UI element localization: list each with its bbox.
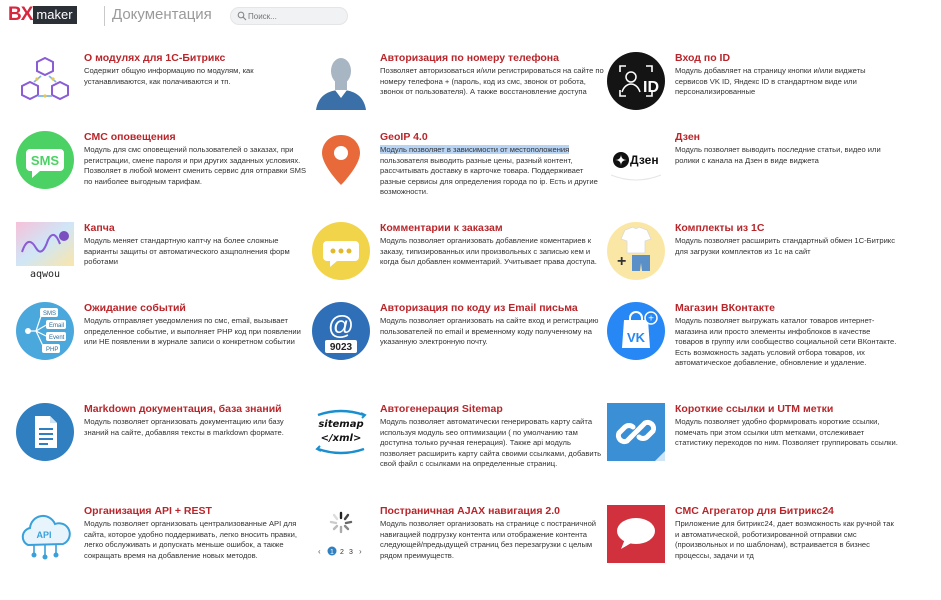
svg-text:Event: Event xyxy=(49,335,65,341)
module-title[interactable]: Организация API + REST xyxy=(84,505,212,517)
module-title[interactable]: О модулях для 1С-Битрикс xyxy=(84,52,226,64)
logo-maker-text: maker xyxy=(33,6,76,24)
module-title[interactable]: Комплекты из 1С xyxy=(675,222,765,234)
svg-text:VK: VK xyxy=(626,330,646,345)
module-title[interactable]: Комментарии к заказам xyxy=(380,222,503,234)
module-title[interactable]: Ожидание событий xyxy=(84,302,186,314)
search-box[interactable] xyxy=(230,7,348,25)
module-description xyxy=(380,145,605,198)
svg-text:2: 2 xyxy=(340,549,344,556)
module-description: Модуль отправляет уведомления по смс, email, вызывает определенное событие, и выполняет PHP код при появлении или НЕ появлении в журнале записи о конкретном событии xyxy=(84,316,301,347)
module-title[interactable]: Капча xyxy=(84,222,115,234)
module-description: Модуль позволяет выводить последние статьи, видео или ролики с канала на Дзен в виде виджета xyxy=(675,145,881,165)
search-icon xyxy=(237,11,247,21)
svg-text:ID: ID xyxy=(643,79,659,96)
svg-text:aqwou: aqwou xyxy=(29,269,61,280)
svg-text:1: 1 xyxy=(330,549,334,556)
module-description: Позволяет авторизоваться и/или регистрироваться на сайте по номеру телефона + (пароль, код из смс, звонок от робота, звонок от пользователя). А также восстановление доступа xyxy=(380,66,604,97)
header-divider xyxy=(104,6,105,26)
search-input[interactable] xyxy=(248,9,344,23)
svg-text:+: + xyxy=(617,253,627,270)
svg-text:Email: Email xyxy=(49,323,65,329)
module-title[interactable]: Дзен xyxy=(675,131,701,143)
module-description: Приложение для битрикс24, дает возможность как ручной так и автоматической, роботизированной отправки смс (произвольных и по шаблонам), встраивается в бизнес процессы, задачи и тд xyxy=(675,519,894,560)
highlighted-text: Модуль позволяет в зависимости от местоположения xyxy=(380,145,570,154)
svg-text:@: @ xyxy=(327,310,355,340)
event-tags-icon xyxy=(16,302,74,360)
svg-text:</xml>: </xml> xyxy=(320,433,362,444)
module-description: Модуль добавляет на страницу кнопки и/или виджеты сервисов VK ID, Яндекс ID в стандартном виде или персонализированные xyxy=(675,66,866,97)
logo-bx-text: BX xyxy=(8,4,33,25)
document-icon xyxy=(16,403,74,461)
link-icon xyxy=(607,403,665,461)
module-title[interactable]: GeoIP 4.0 xyxy=(380,131,428,143)
svg-text:3: 3 xyxy=(349,549,353,556)
module-title[interactable]: Короткие ссылки и UTM метки xyxy=(675,403,834,415)
email-code-icon xyxy=(312,302,370,360)
description-rest: пользователя выводить разные цены, разный контент, рассчитывать доставку в карточке товара. Поддерживает разные сервисы для определения города по ip. Есть и другие возможности. xyxy=(380,155,598,197)
speech-bubble-icon xyxy=(607,505,665,563)
svg-text:PHP: PHP xyxy=(46,347,59,353)
clothes-bundle-icon xyxy=(607,222,665,280)
svg-text:Дзен: Дзен xyxy=(630,153,659,167)
map-pin-icon xyxy=(312,131,370,189)
module-title[interactable]: Вход по ID xyxy=(675,52,731,64)
module-description: Модуль позволяет расширить стандартный обмен 1С-Битрикс для загрузки комплектов из 1с на сайт xyxy=(675,236,896,256)
module-description: Модуль позволяет организовать добавление коментариев к заказу, типизированных или произвольных с записью кем и когда был добавлен комментарий. Учитывает права доступа. xyxy=(380,236,597,267)
module-description: Модуль позволяет организовать на странице с постраничной навигацией подгрузку контента или отображение контента следующей/предыдущей страниц без перезагрузки с целым рядом преимуществ. xyxy=(380,519,597,560)
svg-text:‹: ‹ xyxy=(318,547,321,556)
module-description: Модуль позволяет удобно формировать короткие ссылки, помечать при этом ссылки utm метками, отслеживает статистику переходов по ним. Позволяет группировать ссылки. xyxy=(675,417,898,448)
module-description: Модуль позволяет выгружать каталог товаров интернет-магазина или просто элементы инфоблоков в качестве товаров в группу или сообщество социальной сети ВКонтакте. Есть возможность задать условий отбора товаров, их автоматическое добавление, обновление и удаление. xyxy=(675,316,897,368)
module-description: Модуль меняет стандартную каптчу на более сложные варианты защиты от автоматического азщполнения форм роботами xyxy=(84,236,290,267)
svg-text:9023: 9023 xyxy=(329,342,353,353)
svg-text:SMS: SMS xyxy=(43,311,57,317)
module-description: Модуль позволяет организовать централизованные API для сайта, которое удобно поддерживать, легко вносить правки, легко обслуживать и допускать меньше ошибок, а также сокращать время на добавление новых методов. xyxy=(84,519,297,560)
top-header xyxy=(0,0,941,34)
module-title[interactable]: Постраничная AJAX навигация 2.0 xyxy=(380,505,560,517)
svg-text:+: + xyxy=(648,313,654,325)
module-description: Модуль позволяет организовать на сайте вход и регистрацию пользователей по email и временному коду полученному на указанную электронную почту. xyxy=(380,316,599,347)
module-title[interactable]: Магазин ВКонтакте xyxy=(675,302,775,314)
vk-shop-icon xyxy=(607,302,665,360)
ajax-pagination-icon xyxy=(312,505,370,563)
cubes-icon xyxy=(16,52,74,110)
svg-text:›: › xyxy=(359,547,362,556)
module-description: Содержит общую информацию по модулям, как устанавливаются, как полачиваются и тп. xyxy=(84,66,254,86)
bxmaker-logo[interactable] xyxy=(8,4,77,26)
module-description: Модуль позволяет организовать документацию или базу знаний на сайте, добавляя тексты в markdown формате. xyxy=(84,417,284,437)
module-title[interactable]: СМС оповещения xyxy=(84,131,176,143)
chat-bubble-icon xyxy=(312,222,370,280)
dzen-icon xyxy=(607,131,665,189)
api-cloud-icon xyxy=(16,505,74,563)
module-title[interactable]: СМС Агрегатор для Битрикс24 xyxy=(675,505,834,517)
captcha-icon xyxy=(16,222,74,280)
sitemap-xml-icon xyxy=(312,403,370,461)
user-silhouette-icon xyxy=(312,52,370,110)
vk-id-icon xyxy=(607,52,665,110)
module-title[interactable]: Markdown документация, база знаний xyxy=(84,403,282,415)
svg-text:SMS: SMS xyxy=(30,153,60,168)
svg-text:sitemap: sitemap xyxy=(318,419,364,430)
module-title[interactable]: Автогенерация Sitemap xyxy=(380,403,503,415)
page-title[interactable]: Документация xyxy=(112,6,212,23)
sms-icon xyxy=(16,131,74,189)
module-description: Модуль позволяет автоматически генерировать карту сайта используя модуль seo оптимизации ( по умолчанию там доступна только ручная генерация). Также api модуль позволяет расширить карту сайта своими ссылками, добавить свой файл с ссылками на определенные страниц. xyxy=(380,417,602,469)
module-description: Модуль для смс оповещений пользователей о заказах, при регистрации, смене пароля и при других заданных условиях. Позволяет в любой момент сменить сервис для отправки SMS по наиболее выгодным тарифам. xyxy=(84,145,307,186)
svg-text:API: API xyxy=(36,530,52,540)
module-title[interactable]: Авторизация по номеру телефона xyxy=(380,52,559,64)
module-title[interactable]: Авторизация по коду из Email письма xyxy=(380,302,578,314)
